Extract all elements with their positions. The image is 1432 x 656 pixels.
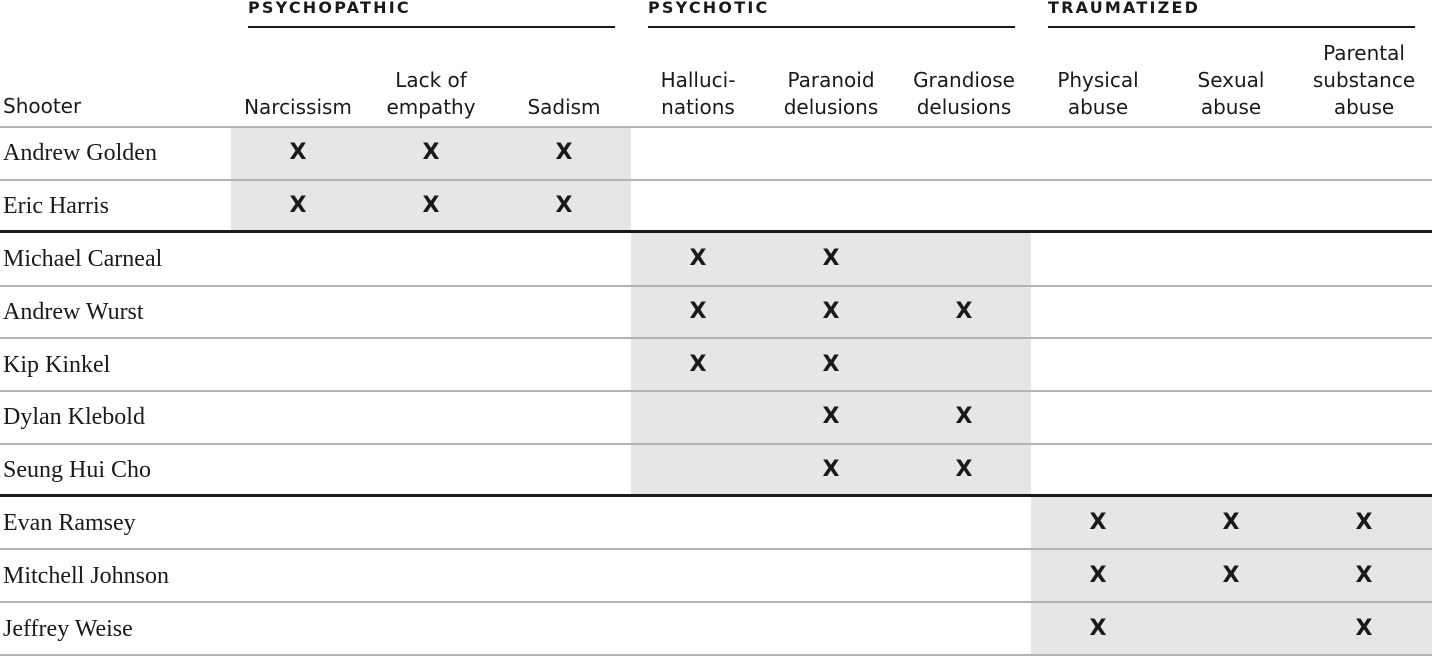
check-mark: X bbox=[1355, 563, 1373, 588]
shooter-name: Seung Hui Cho bbox=[3, 457, 152, 483]
column-header-line: Lack of bbox=[395, 68, 467, 92]
column-header-line: Physical bbox=[1057, 68, 1139, 92]
check-mark: X bbox=[955, 404, 973, 429]
column-header-line: substance bbox=[1312, 68, 1416, 92]
shooter-name: Andrew Golden bbox=[3, 140, 157, 166]
column-header-line: empathy bbox=[386, 95, 476, 119]
check-mark: X bbox=[955, 457, 973, 482]
column-header bbox=[498, 36, 631, 121]
column-header-line: abuse bbox=[1200, 95, 1262, 119]
column-header-line: Halluci- bbox=[660, 68, 736, 92]
group-rule-traumatized bbox=[1048, 26, 1415, 28]
check-mark: X bbox=[1089, 563, 1107, 588]
row-rule bbox=[0, 126, 1432, 128]
check-mark: X bbox=[822, 457, 840, 482]
check-mark: X bbox=[555, 140, 573, 165]
shooter-name: Dylan Klebold bbox=[3, 404, 145, 430]
shooter-name: Michael Carneal bbox=[3, 246, 163, 272]
column-header bbox=[898, 36, 1031, 121]
column-header-line: delusions bbox=[783, 95, 879, 119]
column-header bbox=[365, 36, 498, 121]
check-mark: X bbox=[1355, 510, 1373, 535]
shooter-name: Evan Ramsey bbox=[3, 510, 136, 536]
shooter-name: Kip Kinkel bbox=[3, 352, 111, 378]
column-header-line: Parental bbox=[1323, 41, 1405, 65]
group-label-traumatized: TRAUMATIZED bbox=[1048, 0, 1201, 17]
column-header bbox=[765, 36, 898, 121]
check-mark: X bbox=[955, 299, 973, 324]
check-mark: X bbox=[1222, 563, 1240, 588]
column-header bbox=[1032, 36, 1165, 121]
column-header-line: Paranoid bbox=[787, 68, 875, 92]
check-mark: X bbox=[822, 352, 840, 377]
check-mark: X bbox=[1089, 510, 1107, 535]
shooter-name: Andrew Wurst bbox=[3, 299, 144, 325]
group-rule-psychotic bbox=[648, 26, 1015, 28]
shooter-name: Eric Harris bbox=[3, 193, 109, 219]
check-mark: X bbox=[555, 193, 573, 218]
group-rule-psychopathic bbox=[248, 26, 615, 28]
row-rule bbox=[0, 443, 1432, 445]
check-mark: X bbox=[822, 299, 840, 324]
row-rule bbox=[0, 179, 1432, 181]
shooter-name: Mitchell Johnson bbox=[3, 563, 169, 589]
column-header bbox=[1165, 36, 1298, 121]
check-mark: X bbox=[689, 352, 707, 377]
column-header bbox=[632, 36, 765, 121]
check-mark: X bbox=[822, 246, 840, 271]
check-mark: X bbox=[1089, 616, 1107, 641]
column-header-line: abuse bbox=[1067, 95, 1129, 119]
check-mark: X bbox=[289, 140, 307, 165]
column-header-line: Sexual bbox=[1197, 68, 1265, 92]
shooter-name: Jeffrey Weise bbox=[3, 616, 133, 642]
column-header-line: delusions bbox=[916, 95, 1012, 119]
group-label-psychopathic: PSYCHOPATHIC bbox=[248, 0, 411, 17]
column-header-line: abuse bbox=[1333, 95, 1395, 119]
check-mark: X bbox=[289, 193, 307, 218]
shooter-column-header: Shooter bbox=[3, 94, 82, 118]
check-mark: X bbox=[422, 140, 440, 165]
group-label-psychotic: PSYCHOTIC bbox=[648, 0, 770, 17]
column-header bbox=[232, 36, 365, 121]
check-mark: X bbox=[689, 299, 707, 324]
check-mark: X bbox=[1222, 510, 1240, 535]
check-mark: X bbox=[1355, 616, 1373, 641]
check-mark: X bbox=[822, 404, 840, 429]
column-header-line: nations bbox=[661, 95, 735, 119]
check-mark: X bbox=[689, 246, 707, 271]
column-header bbox=[1298, 36, 1431, 121]
column-header-line: Sadism bbox=[527, 95, 601, 119]
check-mark: X bbox=[422, 193, 440, 218]
column-header-line: Narcissism bbox=[244, 95, 352, 119]
column-header-line: Grandiose bbox=[913, 68, 1015, 92]
